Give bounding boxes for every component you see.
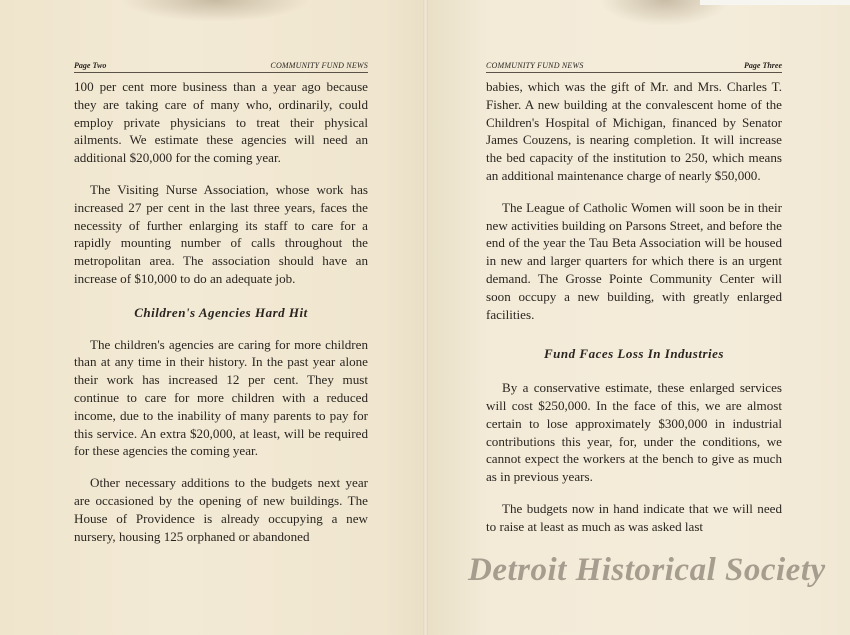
paragraph: By a conservative estimate, these enlarged services will cost $250,000. In the face of this, we are almost certain to lose approximately $300,000 in industrial contributions this year, for, under the conditions, we cannot expect the workers at the bench to give as much as in previous years.	[486, 380, 782, 485]
paragraph: 100 per cent more business than a year ago because they are taking care of many who, ordinarily, could employ private physicians to treat their physical ailments. We estimate these agencies will need an additional $20,000 for the coming year.	[74, 79, 368, 166]
watermark: Detroit Historical Society	[468, 552, 826, 588]
center-fold	[423, 0, 428, 635]
page-number-label: Page Two	[74, 61, 107, 70]
paragraph: The Visiting Nurse Association, whose work has increased 27 per cent in the last three years, faces the necessity of further enlarging its staff to care for a rapidly mounting number of calls throughout the metropolitan area. The association should have an increase of $10,000 to do an adequate job.	[74, 181, 368, 286]
running-head-left	[74, 58, 368, 73]
paragraph: The League of Catholic Women will soon be in their new activities building on Parsons Street, and before the end of the year the Tau Beta Association will be housed in new and larger quarters for which there is an urgent demand. The Grosse Pointe Community Center will soon occupy a new building, with greatly enlarged facilities.	[486, 199, 782, 322]
paragraph: babies, which was the gift of Mr. and Mrs. Charles T. Fisher. A new building at the convalescent home of the Children's Hospital of Michigan, financed by Senator James Couzens, is nearing completion. It will increase the bed capacity of the institution to 250, which means an additional maintenance charge of nearly $50,000.	[486, 79, 782, 183]
left-page-body	[74, 78, 368, 559]
section-heading: Children's Agencies Hard Hit	[134, 304, 308, 320]
paragraph: Other necessary additions to the budgets next year are occasioned by the opening of new buildings. The House of Providence is already occupying a new nursery, housing 125 orphaned or abandoned	[74, 475, 368, 544]
paragraph: The budgets now in hand indicate that we will need to raise at least as much as was asked last	[486, 500, 782, 534]
paper-edge	[700, 0, 850, 5]
section-heading: Fund Faces Loss In Industries	[544, 346, 724, 362]
paper-stain	[120, 0, 310, 22]
publication-title: COMMUNITY FUND NEWS	[486, 61, 584, 70]
page-number-label: Page Three	[744, 61, 782, 70]
paragraph: The children's agencies are caring for more children than at any time in their history. In the past year alone their work has increased 12 per cent. They must continue to care for more children with a reduced income, due to the inability of many parents to pay for this service. An extra $20,000, at least, will be required for these agencies the coming year.	[74, 336, 368, 459]
right-page-body	[486, 78, 782, 550]
running-head-right	[486, 58, 782, 73]
publication-title: COMMUNITY FUND NEWS	[270, 61, 368, 70]
